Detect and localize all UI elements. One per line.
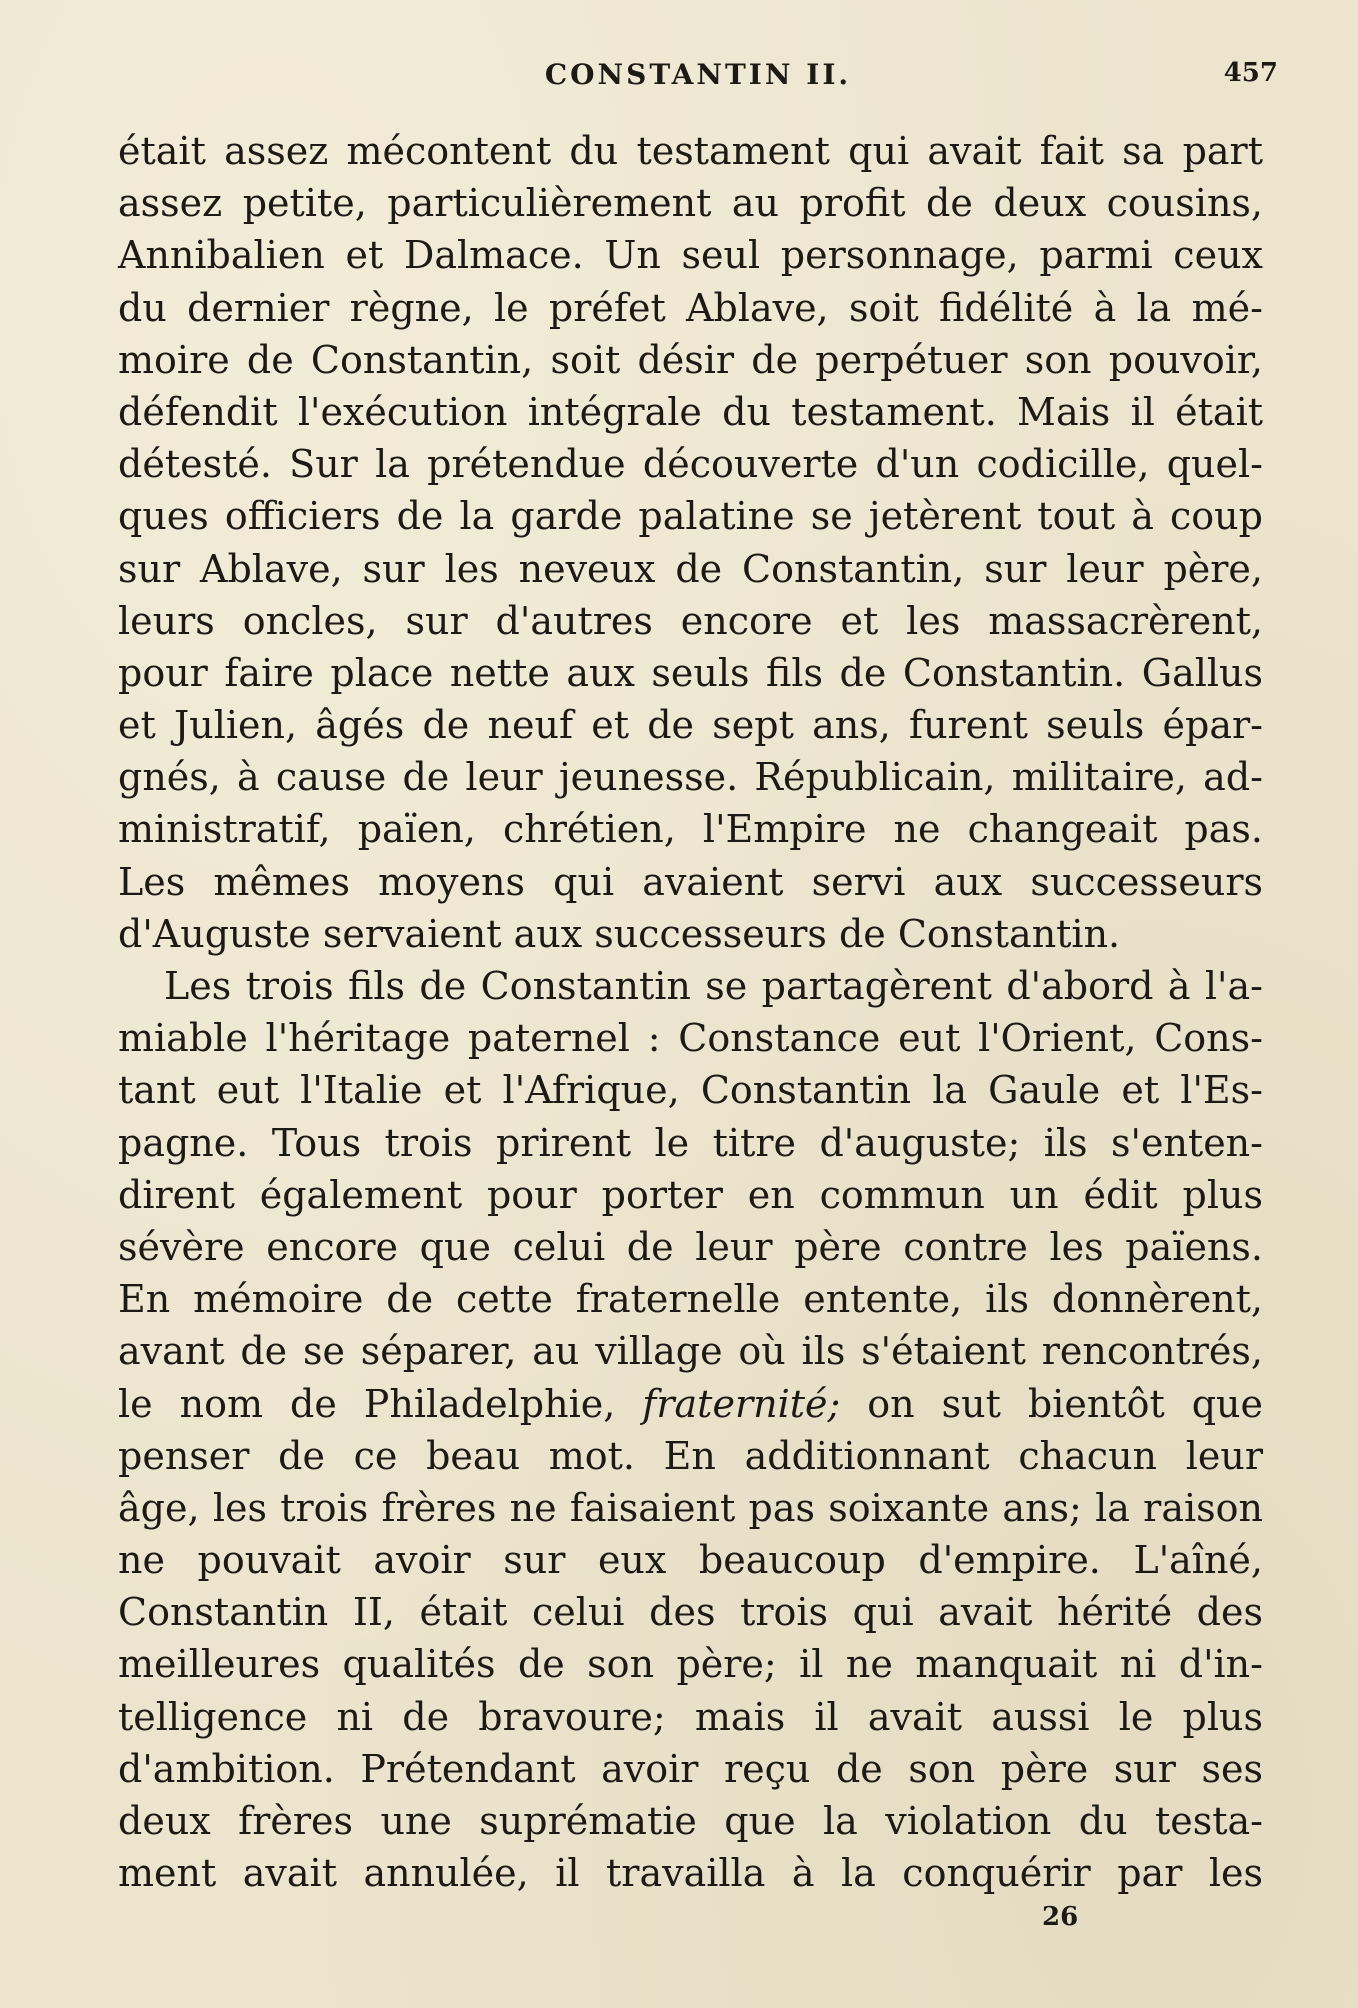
text-line: ne pouvait avoir sur eux beaucoup d'empire. L'aîné, — [118, 1538, 1263, 1583]
text-line: sur Ablave, sur les neveux de Constantin, sur leur père, — [118, 546, 1263, 591]
text-line: leurs oncles, sur d'autres encore et les massacrèrent, — [118, 598, 1263, 643]
text-line: âge, les trois frères ne faisaient pas soixante ans; la raison — [118, 1485, 1263, 1530]
text-line: gnés, à cause de leur jeunesse. Républicain, militaire, ad- — [118, 755, 1263, 800]
text-line: pagne. Tous trois prirent le titre d'auguste; ils s'enten- — [118, 1120, 1263, 1165]
running-head — [118, 58, 1278, 98]
text-line: Annibalien et Dalmace. Un seul personnage, parmi ceux — [118, 233, 1263, 278]
text-line: défendit l'exécution intégrale du testament. Mais il était — [118, 389, 1263, 434]
text-line: En mémoire de cette fraternelle entente, ils donnèrent, — [118, 1277, 1263, 1322]
text-line: deux frères une suprématie que la violation du testa- — [118, 1799, 1263, 1843]
text-line: d'Auguste servaient aux successeurs de Constantin. — [118, 911, 1121, 956]
italic-emphasis: fraternité; — [642, 1381, 841, 1426]
page-number: 457 — [1223, 58, 1278, 88]
text-line: pour faire place nette aux seuls fils de Constantin. Gallus — [118, 650, 1263, 695]
text-line: ques officiers de la garde palatine se jetèrent tout à coup — [118, 494, 1263, 539]
text-line: le nom de Philadelphie, fraternité; on sut bientôt que — [118, 1381, 1263, 1426]
text-line: miable l'héritage paternel : Constance eut l'Orient, Cons- — [118, 1016, 1263, 1061]
text-line: ministratif, païen, chrétien, l'Empire ne changeait pas. — [118, 807, 1263, 852]
text-line: telligence ni de bravoure; mais il avait aussi le plus — [118, 1694, 1263, 1739]
body-text — [118, 125, 1263, 1899]
text-line: détesté. Sur la prétendue découverte d'un codicille, quel- — [118, 442, 1263, 487]
text-line: assez petite, particulièrement au profit de deux cousins, — [118, 181, 1263, 226]
text-line: Les trois fils de Constantin se partagèrent d'abord à l'a- — [164, 964, 1263, 1008]
text-line: du dernier règne, le préfet Ablave, soit fidélité à la mé- — [118, 285, 1263, 330]
text-line: meilleures qualités de son père; il ne manquait ni d'in- — [118, 1642, 1263, 1687]
text-line: penser de ce beau mot. En additionnant chacun leur — [118, 1433, 1263, 1478]
running-title: CONSTANTIN II. — [544, 58, 852, 91]
signature-mark: 26 — [1042, 1902, 1079, 1932]
text-line: sévère encore que celui de leur père contre les païens. — [118, 1224, 1263, 1269]
text-line: avant de se séparer, au village où ils s'étaient rencontrés, — [118, 1329, 1263, 1374]
text-line: Constantin II, était celui des trois qui avait hérité des — [118, 1590, 1263, 1635]
text-line: moire de Constantin, soit désir de perpétuer son pouvoir, — [118, 337, 1263, 382]
text-line: Les mêmes moyens qui avaient servi aux successeurs — [118, 859, 1263, 904]
text-line: d'ambition. Prétendant avoir reçu de son père sur ses — [118, 1746, 1263, 1791]
text-line: dirent également pour porter en commun un édit plus — [118, 1172, 1263, 1217]
text-line: et Julien, âgés de neuf et de sept ans, furent seuls épar- — [118, 703, 1263, 748]
text-line: tant eut l'Italie et l'Afrique, Constantin la Gaule et l'Es- — [118, 1068, 1263, 1113]
text-line: était assez mécontent du testament qui avait fait sa part — [118, 129, 1263, 173]
text-line: ment avait annulée, il travailla à la conquérir par les — [118, 1851, 1263, 1896]
